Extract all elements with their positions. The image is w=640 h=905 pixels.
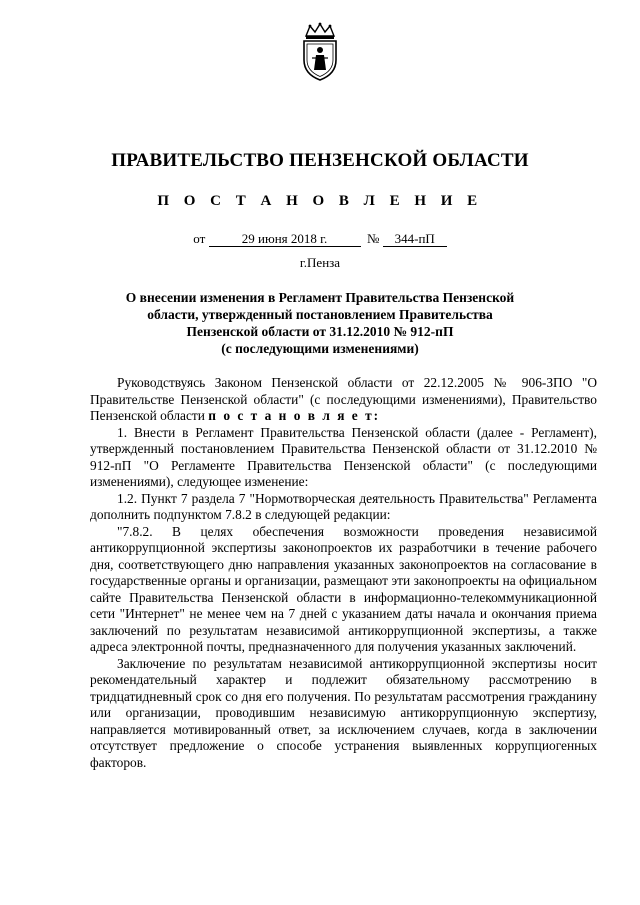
subject-line: О внесении изменения в Регламент Правительства Пензенской <box>125 290 515 305</box>
paragraph-item-1-2: 1.2. Пункт 7 раздела 7 "Нормотворческая деятельность Правительства" Регламента дополнить подпунктом 7.8.2 в следующей редакции: <box>90 490 597 522</box>
subject-line: области, утвержденный постановлением Правительства <box>147 307 493 322</box>
coat-of-arms-icon <box>296 22 344 82</box>
paragraph-preamble <box>90 375 597 425</box>
paragraph-item-1: 1. Внести в Регламент Правительства Пензенской области (далее - Регламент), утвержденный постановлением Правительства Пензенской области от 31.12.2010 № 912-пП "О Регламенте Правительства Пензенской области" (с последующими изменениями), следующее изменение: <box>90 424 597 489</box>
document-body <box>90 375 597 771</box>
date-number-line <box>0 231 640 247</box>
preamble-text: Руководствуясь Законом Пензенской области от 22.12.2005 № 906-ЗПО "О Правительстве Пензенской области" (с последующими изменениями), Правительство Пензенской области <box>90 375 597 423</box>
paragraph-conclusion: Заключение по результатам независимой антикоррупционной экспертизы носит рекомендательный характер и подлежит обязательному рассмотрению в тридцатидневный срок со дня его получения. По результатам рассмотрения гражданину или организации, проводившим независимую антикоррупционную экспертизу, направляется мотивированный ответ, за исключением случаев, когда в заключении отсутствует предложение о способе устранения выявленных коррупциогенных факторов. <box>90 655 597 770</box>
subject-line: (с последующими изменениями) <box>221 341 419 356</box>
document-subject <box>90 289 550 357</box>
document-date: 29 июня 2018 г. <box>209 231 361 247</box>
city: г.Пенза <box>299 255 341 270</box>
document-number: 344-пП <box>383 231 447 247</box>
subject-line: Пензенской области от 31.12.2010 № 912-пП <box>186 324 454 339</box>
date-prefix: от <box>193 231 206 246</box>
government-title: ПРАВИТЕЛЬСТВО ПЕНЗЕНСКОЙ ОБЛАСТИ <box>111 150 529 171</box>
paragraph-7-8-2: "7.8.2. В целях обеспечения возможности проведения независимой антикоррупционной экспертизы законопроектов их разработчики в течение рабочего дня, соответствующего дню направления указанных законопроектов на согласование в государственные органы и организации, размещают эти законопроекты на официальном сайте Правительства Пензенской области в информационно-телекоммуникационной сети "Интернет" не менее чем на 7 дней с указанием даты начала и окончания приема заключений по результатам независимой антикоррупционной экспертизы, а также адреса электронной почты, предназначенного для получения указанных заключений. <box>90 523 597 654</box>
document-type: П О С Т А Н О В Л Е Н И Е <box>157 193 483 209</box>
number-prefix: № <box>367 231 380 246</box>
resolves-word: п о с т а н о в л я е т: <box>208 408 381 423</box>
